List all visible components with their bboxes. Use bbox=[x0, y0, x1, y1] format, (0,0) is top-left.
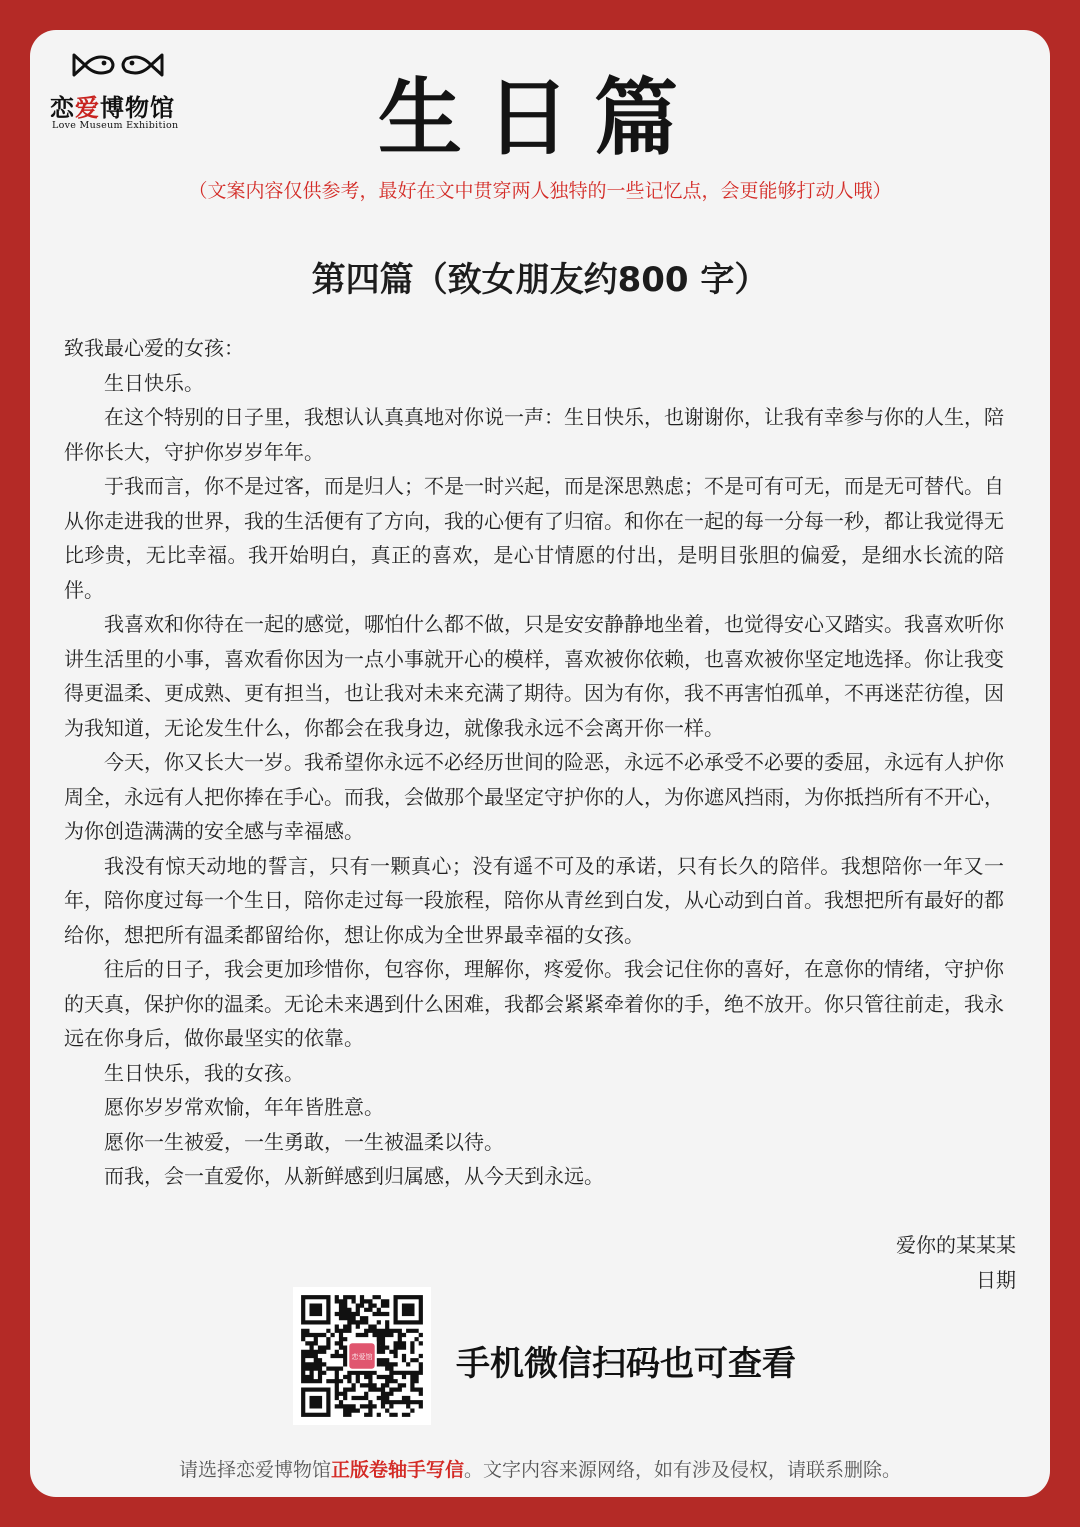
letter-paragraph: 生日快乐，我的女孩。 bbox=[104, 1060, 304, 1085]
letter-salutation: 致我最心爱的女孩： bbox=[64, 336, 244, 360]
letter-paragraph: 于我而言，你不是过客，而是归人；不是一时兴起，而是深思熟虑；不是可有可无，而是无可替代。自从你走进我的世界，我的生活便有了方向，我的心便有了归宿。和你在一起的每一分每一秒，都让我觉得无比珍贵，无比幸福。我开始明白，真正的喜欢，是心甘情愿的付出，是明目张胆的偏爱，是细水长流的陪伴。 bbox=[64, 474, 1004, 602]
letter-subtitle: 第四篇（致女朋友约800 字） bbox=[311, 260, 769, 300]
letter-paragraph: 往后的日子，我会更加珍惜你，包容你，理解你，疼爱你。我会记住你的喜好，在意你的情绪，守护你的天真，保护你的温柔。无论未来遇到什么困难，我都会紧紧牵着你的手，绝不放开。你只管往前走，我永远在你身后，做你最坚实的依靠。 bbox=[64, 957, 1004, 1050]
signature-date: 日期 bbox=[976, 1267, 1016, 1292]
letter-paragraph: 我没有惊天动地的誓言，只有一颗真心；没有遥不可及的承诺，只有长久的陪伴。我想陪你一年又一年，陪你度过每一个生日，陪你走过每一段旅程，陪你从青丝到白发，从心动到白首。我想把所有最好的都给你，想把所有温柔都留给你，想让你成为全世界最幸福的女孩。 bbox=[64, 853, 1004, 947]
footer-notice: 请选择恋爱博物馆正版卷轴手写信。文字内容来源网络，如有涉及侵权，请联系删除。 bbox=[178, 1459, 902, 1481]
letter-body bbox=[64, 331, 1004, 1194]
qr-code[interactable] bbox=[293, 1287, 431, 1425]
letter-paragraph: 今天，你又长大一岁。我希望你永远不必经历世间的险恶，永远不必承受不必要的委屈，永远有人护你周全，永远有人把你捧在手心。而我，会做那个最坚定守护你的人，为你遮风挡雨，为你抵挡所有不开心，为你创造满满的安全感与幸福感。 bbox=[64, 750, 1004, 843]
logo-subtitle: Love Museum Exhibition bbox=[52, 120, 179, 131]
letter-paragraph: 而我，会一直爱你，从新鲜感到归属感，从今天到永远。 bbox=[104, 1164, 604, 1188]
logo-name: 恋爱博物馆 bbox=[50, 93, 175, 122]
letter-paragraph: 愿你一生被爱，一生勇敢，一生被温柔以待。 bbox=[104, 1129, 504, 1154]
letter-paragraph: 生日快乐。 bbox=[104, 370, 204, 395]
letter-paragraph: 我喜欢和你待在一起的感觉，哪怕什么都不做，只是安安静静地坐着，也觉得安心又踏实。我喜欢听你讲生活里的小事，喜欢看你因为一点小事就开心的模样，喜欢被你依赖，也喜欢被你坚定地选择。你让我变得更温柔、更成熟、更有担当，也让我对未来充满了期待。因为有你，我不再害怕孤单，不再迷茫彷徨，因为我知道，无论发生什么，你都会在我身边，就像我永远不会离开你一样。 bbox=[64, 612, 1004, 740]
qr-caption: 手机微信扫码也可查看 bbox=[456, 1344, 796, 1384]
qr-code-icon bbox=[293, 1287, 431, 1425]
footer-highlight: 正版卷轴手写信 bbox=[330, 1459, 464, 1481]
qr-center-logo: 恋爱馆 bbox=[351, 1353, 373, 1361]
letter-paragraph: 在这个特别的日子里，我想认认真真地对你说一声：生日快乐，也谢谢你，让我有幸参与你的人生，陪伴你长大，守护你岁岁年年。 bbox=[64, 405, 1004, 464]
signature-block bbox=[896, 1228, 1016, 1297]
disclaimer: （文案内容仅供参考，最好在文中贯穿两人独特的一些记忆点，会更能够打动人哦） bbox=[188, 180, 892, 202]
signature: 爱你的某某某 bbox=[896, 1233, 1016, 1257]
letter-paragraph: 愿你岁岁常欢愉，年年皆胜意。 bbox=[104, 1095, 384, 1119]
page-title: 生日篇 bbox=[377, 68, 702, 167]
